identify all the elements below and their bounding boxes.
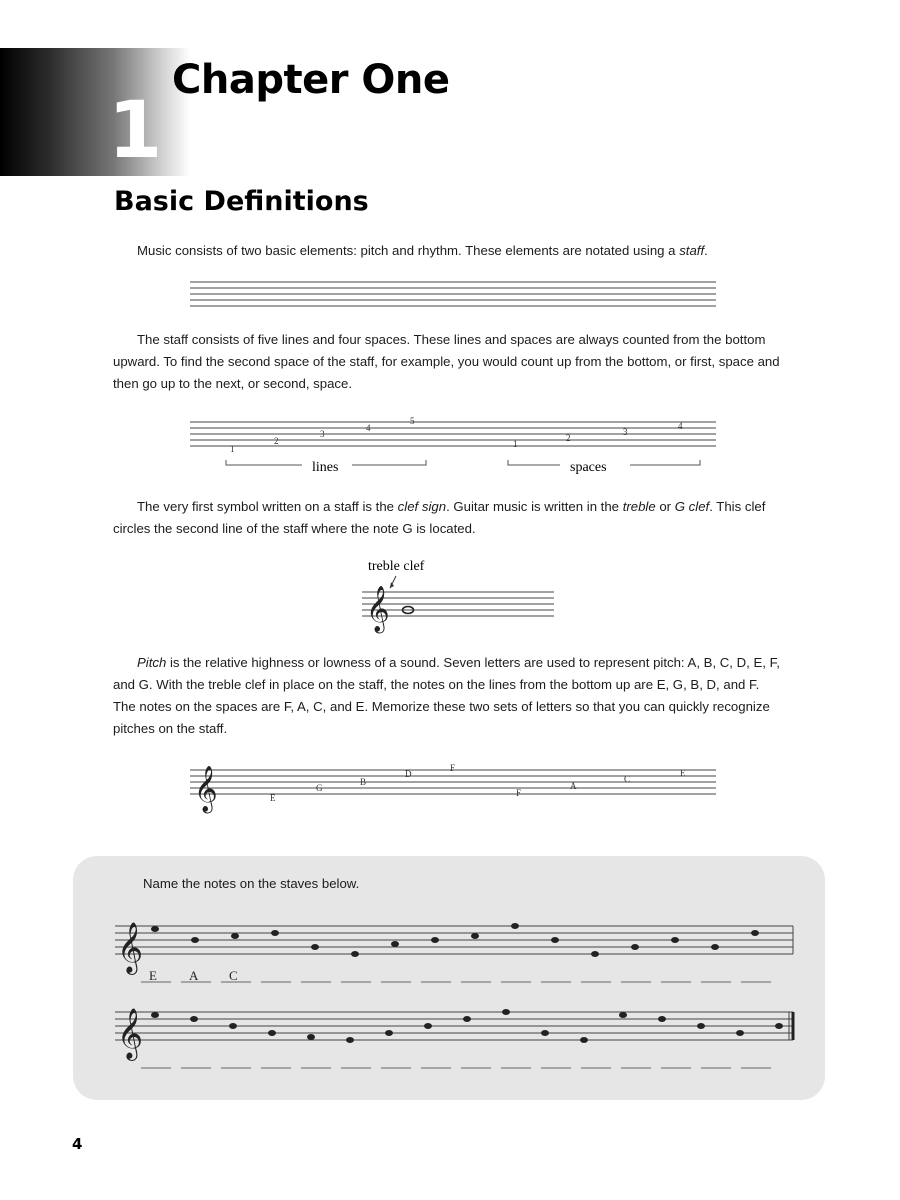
treble-clef-caption: treble clef	[368, 559, 425, 574]
note-head	[346, 1037, 354, 1043]
note-name: G	[316, 783, 323, 793]
note-name: E	[270, 793, 276, 803]
staff-figure-lines-spaces	[190, 414, 716, 478]
note-head	[711, 944, 719, 950]
chapter-number: 1	[108, 86, 163, 176]
note-head	[580, 1037, 588, 1043]
line-number: 5	[410, 416, 415, 426]
staff-figure-note-names	[190, 760, 716, 812]
note-head	[751, 930, 759, 936]
note-head	[191, 937, 199, 943]
staff-figure-treble-clef	[360, 556, 554, 632]
note-head	[619, 1012, 627, 1018]
note-head	[736, 1030, 744, 1036]
space-number: 2	[566, 433, 571, 443]
note-head	[631, 944, 639, 950]
note-head	[151, 926, 159, 932]
exercise-staff-2	[115, 1004, 795, 1074]
answer-letter: E	[149, 968, 157, 983]
note-name: C	[624, 774, 631, 784]
treble-clef-icon: 𝄞	[366, 586, 390, 632]
treble-clef-icon: 𝄞	[117, 922, 144, 973]
note-name: F	[516, 788, 522, 798]
space-numbers	[513, 421, 683, 449]
note-head	[307, 1034, 315, 1040]
note-head	[551, 937, 559, 943]
note-head	[385, 1030, 393, 1036]
note-head	[463, 1016, 471, 1022]
note-head	[351, 951, 359, 957]
answer-letter: A	[189, 968, 199, 983]
note-head	[502, 1009, 510, 1015]
note-name: D	[405, 769, 412, 779]
note-name: F	[450, 763, 456, 773]
answer-letter: C	[229, 968, 238, 983]
staff-figure-plain	[190, 281, 716, 311]
note-head	[775, 1023, 783, 1029]
note-head	[591, 951, 599, 957]
note-head	[541, 1030, 549, 1036]
line-number: 1	[230, 444, 235, 454]
paragraph-staff-intro: Music consists of two basic elements: pitch and rhythm. These elements are notated using a staff.	[137, 243, 708, 258]
note-head	[697, 1023, 705, 1029]
note-name: B	[360, 777, 367, 787]
note-head	[391, 941, 399, 947]
note-head	[431, 937, 439, 943]
note-head	[511, 923, 519, 929]
note-head	[268, 1030, 276, 1036]
line-number: 3	[320, 429, 325, 439]
note-head	[424, 1023, 432, 1029]
note-name: E	[680, 768, 686, 778]
space-number: 3	[623, 427, 628, 437]
note-head	[190, 1016, 198, 1022]
treble-clef-icon: 𝄞	[117, 1008, 144, 1059]
paragraph-clef: The very first symbol written on a staff is the clef sign. Guitar music is written in the treble or G clef. This clef circles the second line of the staff where the note G is located.	[113, 499, 766, 536]
line-number: 2	[274, 436, 279, 446]
note-name: A	[570, 781, 577, 791]
section-title: Basic Definitions	[114, 186, 369, 217]
note-head	[311, 944, 319, 950]
note-head	[658, 1016, 666, 1022]
note-head	[151, 1012, 159, 1018]
exercise-staff-1	[115, 918, 795, 988]
paragraph-staff-lines: The staff consists of five lines and four spaces. These lines and spaces are always counted from the bottom upward. To find the second space of the staff, for example, you would count up from the bottom, or first, space and then go up to the next, or second, space.	[113, 332, 780, 391]
line-number: 4	[366, 423, 371, 433]
space-number: 4	[678, 421, 683, 431]
line-note-names	[270, 763, 455, 803]
note-head	[271, 930, 279, 936]
paragraph-pitch: Pitch is the relative highness or lowness of a sound. Seven letters are used to represent pitch: A, B, C, D, E, F, and G. With the treble clef in place on the staff, the notes on the lines from the bottom up are E, G, B, D, and F. The notes on the spaces are F, A, C, and E. Memorize these two sets of letters so that you can quickly recognize pitches on the staff.	[113, 655, 780, 736]
note-head	[671, 937, 679, 943]
page-number: 4	[72, 1135, 83, 1153]
note-head	[231, 933, 239, 939]
lines-caption: lines	[312, 460, 339, 475]
chapter-title: Chapter One	[172, 57, 450, 103]
exercise-instruction: Name the notes on the staves below.	[143, 876, 360, 891]
note-head	[471, 933, 479, 939]
note-head	[229, 1023, 237, 1029]
treble-clef-icon: 𝄞	[194, 766, 218, 812]
spaces-caption: spaces	[570, 460, 607, 475]
space-number: 1	[513, 439, 518, 449]
